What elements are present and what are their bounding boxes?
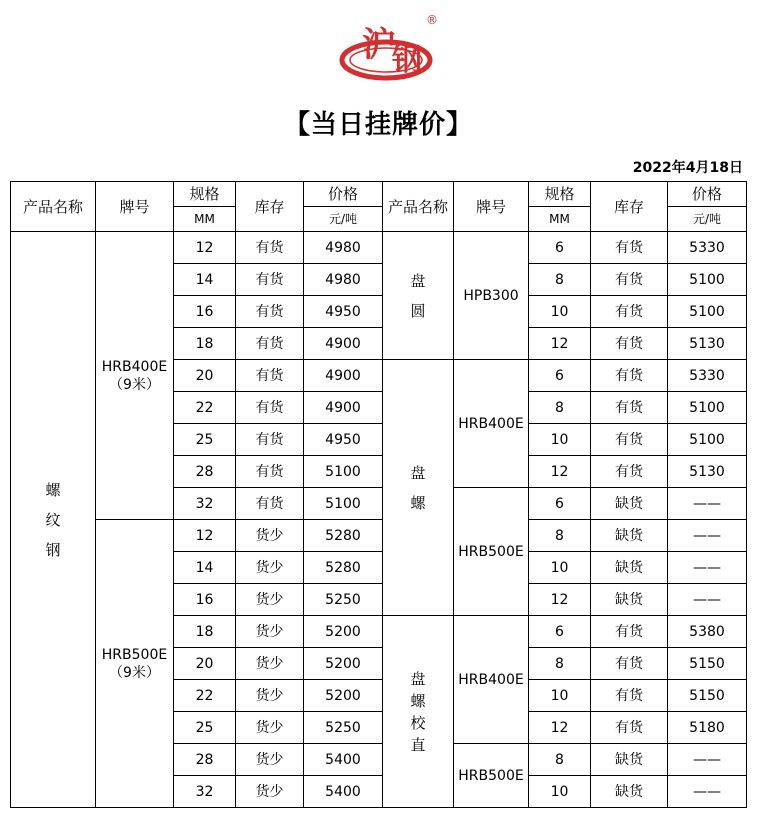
grade-cell-right: HPB300 xyxy=(454,232,529,360)
price-cell-right: 5100 xyxy=(668,296,747,328)
spec-cell-right: 10 xyxy=(529,680,591,712)
price-cell-right: —— xyxy=(668,552,747,584)
grade-note: （9米） xyxy=(109,664,160,681)
stock-cell: 有货 xyxy=(236,328,304,360)
svg-text:沪: 沪 xyxy=(362,25,396,65)
price-cell: 4980 xyxy=(304,232,383,264)
spec-cell: 20 xyxy=(174,648,236,680)
product-name-char: 圆 xyxy=(410,301,426,320)
grade-cell-right: HRB500E xyxy=(454,488,529,616)
product-name-cell-right xyxy=(383,616,454,808)
header-grade: 牌号 xyxy=(96,182,174,232)
spec-cell-right: 10 xyxy=(529,776,591,808)
spec-cell: 28 xyxy=(174,744,236,776)
stock-cell-right: 缺货 xyxy=(591,552,668,584)
spec-cell-right: 6 xyxy=(529,616,591,648)
stock-cell: 有货 xyxy=(236,232,304,264)
product-name-char: 螺 xyxy=(410,691,426,710)
spec-cell: 20 xyxy=(174,360,236,392)
header-product: 产品名称 xyxy=(11,182,96,232)
stock-cell-right: 缺货 xyxy=(591,776,668,808)
stock-cell: 货少 xyxy=(236,584,304,616)
spec-cell-right: 6 xyxy=(529,488,591,520)
price-cell: 4950 xyxy=(304,424,383,456)
spec-cell: 25 xyxy=(174,424,236,456)
spec-cell: 18 xyxy=(174,616,236,648)
price-cell: 4900 xyxy=(304,328,383,360)
price-cell-right: 5380 xyxy=(668,616,747,648)
price-cell: 5200 xyxy=(304,616,383,648)
spec-cell: 32 xyxy=(174,776,236,808)
spec-cell: 12 xyxy=(174,232,236,264)
spec-cell: 14 xyxy=(174,552,236,584)
price-cell: 5400 xyxy=(304,776,383,808)
spec-cell-right: 12 xyxy=(529,712,591,744)
spec-cell: 16 xyxy=(174,584,236,616)
svg-text:®: ® xyxy=(426,13,438,27)
product-name-char: 盘 xyxy=(410,669,426,688)
price-date: 2022年4月18日 xyxy=(632,160,743,176)
product-name-cell xyxy=(11,232,96,808)
spec-cell-right: 10 xyxy=(529,552,591,584)
product-name-char: 盘 xyxy=(410,271,426,290)
price-cell: 4900 xyxy=(304,392,383,424)
product-name-char: 钢 xyxy=(45,540,61,559)
product-name-cell-right xyxy=(383,360,454,616)
stock-cell: 有货 xyxy=(236,456,304,488)
spec-cell-right: 12 xyxy=(529,456,591,488)
price-cell: 5280 xyxy=(304,520,383,552)
stock-cell-right: 缺货 xyxy=(591,584,668,616)
header-spec-right: 规格 xyxy=(529,182,591,207)
svg-text:钢: 钢 xyxy=(392,43,422,78)
price-cell-right: —— xyxy=(668,488,747,520)
stock-cell-right: 有货 xyxy=(591,296,668,328)
company-logo-icon xyxy=(330,8,442,88)
grade-note: （9米） xyxy=(109,376,160,393)
grade-label: HRB500E xyxy=(101,646,168,663)
stock-cell: 有货 xyxy=(236,296,304,328)
stock-cell-right: 有货 xyxy=(591,616,668,648)
header-price-unit-right: 元/吨 xyxy=(668,207,747,232)
stock-cell-right: 有货 xyxy=(591,680,668,712)
spec-cell: 12 xyxy=(174,520,236,552)
price-cell: 5200 xyxy=(304,648,383,680)
spec-cell-right: 6 xyxy=(529,232,591,264)
spec-cell: 14 xyxy=(174,264,236,296)
stock-cell: 有货 xyxy=(236,392,304,424)
price-cell: 5200 xyxy=(304,680,383,712)
stock-cell-right: 有货 xyxy=(591,424,668,456)
spec-cell: 22 xyxy=(174,392,236,424)
product-name-char: 螺 xyxy=(410,493,426,512)
grade-cell xyxy=(96,520,174,808)
stock-cell: 货少 xyxy=(236,712,304,744)
price-cell: 5100 xyxy=(304,488,383,520)
stock-cell: 货少 xyxy=(236,648,304,680)
header-product-right: 产品名称 xyxy=(383,182,454,232)
price-cell-right: —— xyxy=(668,776,747,808)
stock-cell-right: 缺货 xyxy=(591,520,668,552)
price-cell-right: 5330 xyxy=(668,360,747,392)
product-name-cell-right xyxy=(383,232,454,360)
product-name-char: 直 xyxy=(410,735,426,754)
price-cell: 5250 xyxy=(304,584,383,616)
price-cell-right: —— xyxy=(668,520,747,552)
header-spec-unit: MM xyxy=(174,207,236,232)
price-cell-right: 5100 xyxy=(668,264,747,296)
header-grade-right: 牌号 xyxy=(454,182,529,232)
stock-cell-right: 有货 xyxy=(591,648,668,680)
price-cell-right: —— xyxy=(668,584,747,616)
grade-label: HRB400E xyxy=(101,358,168,375)
spec-cell: 22 xyxy=(174,680,236,712)
stock-cell-right: 有货 xyxy=(591,360,668,392)
header-price-unit: 元/吨 xyxy=(304,207,383,232)
price-cell: 5250 xyxy=(304,712,383,744)
stock-cell-right: 缺货 xyxy=(591,488,668,520)
stock-cell-right: 有货 xyxy=(591,264,668,296)
stock-cell-right: 有货 xyxy=(591,232,668,264)
header-stock-right: 库存 xyxy=(591,182,668,232)
price-cell-right: 5330 xyxy=(668,232,747,264)
stock-cell: 货少 xyxy=(236,744,304,776)
stock-cell: 货少 xyxy=(236,680,304,712)
price-cell-right: 5180 xyxy=(668,712,747,744)
spec-cell-right: 12 xyxy=(529,328,591,360)
header-spec: 规格 xyxy=(174,182,236,207)
product-name-char: 校 xyxy=(410,713,426,732)
price-cell-right: 5130 xyxy=(668,328,747,360)
stock-cell-right: 有货 xyxy=(591,392,668,424)
price-cell: 4980 xyxy=(304,264,383,296)
spec-cell-right: 6 xyxy=(529,360,591,392)
price-cell-right: 5100 xyxy=(668,424,747,456)
price-cell: 5280 xyxy=(304,552,383,584)
header-stock: 库存 xyxy=(236,182,304,232)
spec-cell-right: 8 xyxy=(529,648,591,680)
table-row xyxy=(11,520,747,552)
stock-cell: 货少 xyxy=(236,520,304,552)
page-title: 【当日挂牌价】 xyxy=(283,110,473,140)
spec-cell-right: 8 xyxy=(529,264,591,296)
price-cell: 4950 xyxy=(304,296,383,328)
table-row xyxy=(11,232,747,264)
header-price: 价格 xyxy=(304,182,383,207)
stock-cell: 有货 xyxy=(236,264,304,296)
spec-cell: 16 xyxy=(174,296,236,328)
stock-cell: 货少 xyxy=(236,776,304,808)
grade-cell xyxy=(96,232,174,520)
grade-cell-right: HRB400E xyxy=(454,360,529,488)
product-name-char: 螺 xyxy=(45,480,61,499)
spec-cell: 32 xyxy=(174,488,236,520)
stock-cell: 有货 xyxy=(236,360,304,392)
stock-cell: 货少 xyxy=(236,616,304,648)
price-cell: 4900 xyxy=(304,360,383,392)
product-name-char: 盘 xyxy=(410,463,426,482)
price-cell-right: 5150 xyxy=(668,648,747,680)
stock-cell: 货少 xyxy=(236,552,304,584)
price-table xyxy=(10,181,747,808)
spec-cell-right: 10 xyxy=(529,424,591,456)
spec-cell: 25 xyxy=(174,712,236,744)
stock-cell: 有货 xyxy=(236,488,304,520)
header-price-right: 价格 xyxy=(668,182,747,207)
spec-cell-right: 10 xyxy=(529,296,591,328)
grade-cell-right: HRB500E xyxy=(454,744,529,808)
header-spec-unit-right: MM xyxy=(529,207,591,232)
spec-cell: 18 xyxy=(174,328,236,360)
price-cell-right: 5130 xyxy=(668,456,747,488)
stock-cell-right: 有货 xyxy=(591,456,668,488)
grade-cell-right: HRB400E xyxy=(454,616,529,744)
spec-cell-right: 8 xyxy=(529,744,591,776)
price-cell: 5100 xyxy=(304,456,383,488)
price-cell-right: 5100 xyxy=(668,392,747,424)
stock-cell-right: 有货 xyxy=(591,328,668,360)
spec-cell-right: 8 xyxy=(529,520,591,552)
spec-cell-right: 8 xyxy=(529,392,591,424)
spec-cell-right: 12 xyxy=(529,584,591,616)
stock-cell-right: 有货 xyxy=(591,712,668,744)
spec-cell: 28 xyxy=(174,456,236,488)
price-cell-right: —— xyxy=(668,744,747,776)
product-name-char: 纹 xyxy=(45,510,61,529)
stock-cell: 有货 xyxy=(236,424,304,456)
price-cell-right: 5150 xyxy=(668,680,747,712)
price-cell: 5400 xyxy=(304,744,383,776)
stock-cell-right: 缺货 xyxy=(591,744,668,776)
